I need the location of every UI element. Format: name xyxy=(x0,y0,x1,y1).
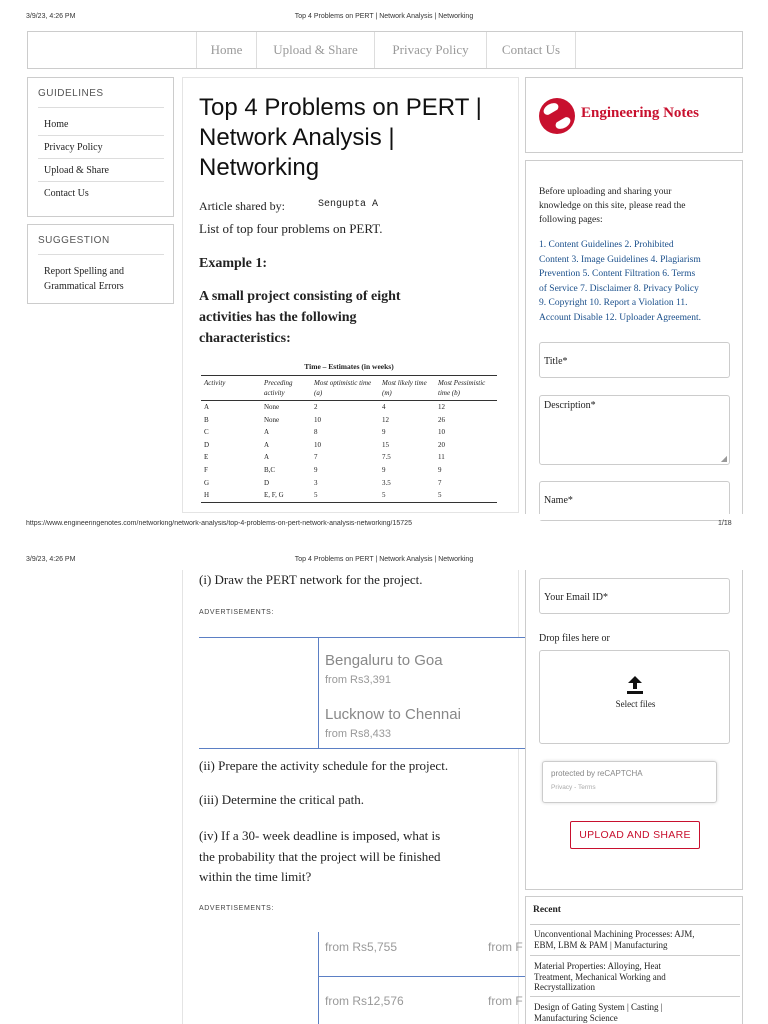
guideline-links-line[interactable]: Content 3. Image Guidelines 4. Plagiarism xyxy=(539,254,701,265)
nav-upload-share[interactable]: Upload & Share xyxy=(256,32,374,68)
print-url: https://www.engineeringenotes.com/networking/network-analysis/top-4-problems-on-pert-network-analysis-networking/15725 xyxy=(26,520,412,527)
engineering-notes-logo-icon[interactable] xyxy=(537,96,577,136)
recent-post-line[interactable]: Manufacturing Science xyxy=(534,1012,618,1023)
lead-line1: A small project consisting of eight xyxy=(199,289,401,304)
page-title-line1: Top 4 Problems on PERT | xyxy=(199,94,482,121)
recent-post[interactable] xyxy=(534,929,694,950)
table-cell: 7.5 xyxy=(382,453,391,462)
question-4 xyxy=(199,826,441,888)
table-cell: 5 xyxy=(435,489,497,502)
page-title-line3: Networking xyxy=(199,154,320,181)
table-row xyxy=(201,414,497,427)
table-cell: E, F, G xyxy=(261,489,311,502)
email-field-label: Your Email ID* xyxy=(544,592,608,603)
table-cell: B,C xyxy=(264,465,276,474)
table-cell: B xyxy=(204,415,209,424)
email-field[interactable] xyxy=(539,578,730,614)
print-title: Top 4 Problems on PERT | Network Analysis | Networking xyxy=(294,13,474,20)
recent-post[interactable] xyxy=(534,1002,663,1023)
table-row xyxy=(201,401,497,414)
upload-intro-line: Before uploading and sharing your xyxy=(539,187,672,197)
flight-ad-1[interactable] xyxy=(199,637,525,749)
table-cell: A xyxy=(264,428,270,437)
table-cell: 3.5 xyxy=(382,478,391,487)
table-header: Most likely time (m) xyxy=(379,376,435,401)
recent-post[interactable] xyxy=(534,961,666,993)
table-cell: 7 xyxy=(314,453,318,462)
table-cell: A xyxy=(204,403,210,411)
sidebar-link-upload[interactable]: Upload & Share xyxy=(44,165,109,176)
ad-route-2[interactable]: Lucknow to Chennai xyxy=(325,706,461,723)
upload-intro xyxy=(539,185,685,227)
author-name[interactable]: Sengupta A xyxy=(318,199,379,210)
table-cell: 7 xyxy=(438,478,442,487)
select-files-button[interactable]: Select files xyxy=(615,699,656,709)
example-heading: Example 1: xyxy=(199,256,268,271)
table-header: Preceding activity xyxy=(261,376,311,401)
guideline-links-line[interactable]: Prevention 5. Content Filtration 6. Terms xyxy=(539,269,696,279)
table-cell: 11 xyxy=(438,453,445,462)
recaptcha-links[interactable]: Privacy - Terms xyxy=(551,784,596,791)
logo-panel xyxy=(525,77,743,153)
upload-and-share-button[interactable]: UPLOAD AND SHARE xyxy=(570,821,700,849)
upload-form-panel-p2 xyxy=(525,570,743,890)
recent-panel xyxy=(525,896,743,1024)
table-cell: 12 xyxy=(382,415,389,424)
table-cell: C xyxy=(204,428,209,437)
article-card xyxy=(182,77,519,513)
print-date-p2: 3/9/23, 4:26 PM xyxy=(26,556,76,563)
table-header: Most optimistic time (a) xyxy=(311,376,379,401)
upload-form-panel xyxy=(525,160,743,514)
upload-icon[interactable] xyxy=(626,675,644,695)
table-cell: 4 xyxy=(382,403,386,411)
recaptcha-text: protected by reCAPTCHA xyxy=(551,769,643,778)
pert-table xyxy=(201,375,497,503)
table-cell: 10 xyxy=(314,415,321,424)
article-intro: List of top four problems on PERT. xyxy=(199,221,383,236)
table-cell: A xyxy=(264,453,270,462)
table-cell: G xyxy=(204,478,210,487)
table-cell: D xyxy=(264,478,270,487)
logo-text[interactable]: Engineering Notes xyxy=(581,105,699,121)
print-page-number: 1/18 xyxy=(718,520,732,527)
table-caption: Time – Estimates (in weeks) xyxy=(304,362,394,371)
question-4-line: the probability that the project will be finished xyxy=(199,848,441,864)
table-cell: 26 xyxy=(438,415,445,424)
table-row xyxy=(201,451,497,464)
table-cell: F xyxy=(204,465,208,474)
table-cell: 20 xyxy=(438,440,445,449)
table-cell: 9 xyxy=(314,465,318,474)
sidebar-link-privacy[interactable]: Privacy Policy xyxy=(44,142,103,153)
table-header: Activity xyxy=(201,376,261,401)
recent-post-line[interactable]: Recrystallization xyxy=(534,982,595,992)
table-cell: None xyxy=(264,415,280,424)
question-1: (i) Draw the PERT network for the project. xyxy=(199,572,423,587)
nav-privacy-policy[interactable]: Privacy Policy xyxy=(374,32,486,68)
upload-intro-line: following pages: xyxy=(539,215,603,225)
advertisement-label-2: ADVERTISEMENTS: xyxy=(199,905,274,912)
shared-by-label: Article shared by: xyxy=(199,199,285,213)
recent-post-line[interactable]: EBM, LBM & PAM | Manufacturing xyxy=(534,939,668,950)
flight-ad-2[interactable] xyxy=(199,932,525,1024)
table-cell: A xyxy=(264,440,270,449)
ad-route-1[interactable]: Bengaluru to Goa xyxy=(325,652,443,669)
question-4-line: within the time limit? xyxy=(199,869,312,884)
table-cell: 5 xyxy=(379,489,435,502)
table-cell: D xyxy=(204,440,210,449)
file-dropzone[interactable] xyxy=(539,650,730,744)
suggestion-heading: SUGGESTION xyxy=(38,235,110,246)
title-field[interactable] xyxy=(539,342,730,378)
table-cell: 8 xyxy=(314,428,318,437)
description-field[interactable] xyxy=(539,395,730,465)
upload-intro-line: knowledge on this site, please read the xyxy=(539,201,686,211)
resize-handle-icon[interactable]: ◢ xyxy=(720,454,727,463)
ad2-price-1[interactable]: from Rs5,755 xyxy=(325,940,398,954)
question-2: (ii) Prepare the activity schedule for the project. xyxy=(199,758,449,773)
table-cell: 9 xyxy=(382,465,386,474)
lead-line2: activities has the following xyxy=(199,310,357,325)
recaptcha-badge[interactable] xyxy=(542,761,717,803)
guidelines-panel xyxy=(27,77,174,217)
table-cell: 3 xyxy=(314,478,318,487)
table-cell: 2 xyxy=(314,403,318,411)
table-row xyxy=(201,426,497,439)
table-cell: 10 xyxy=(438,428,445,437)
recent-post-line[interactable]: Design of Gating System | Casting | xyxy=(534,1002,663,1012)
nav-home[interactable]: Home xyxy=(196,32,256,68)
table-cell: E xyxy=(204,453,209,462)
ad-price-2[interactable]: from Rs8,433 xyxy=(325,728,392,740)
table-row xyxy=(201,464,497,477)
recent-post-line[interactable]: Material Properties: Alloying, Heat xyxy=(534,961,661,971)
table-cell: 15 xyxy=(382,440,389,449)
guidelines-heading: GUIDELINES xyxy=(38,88,104,99)
guideline-links-line[interactable]: of Service 7. Disclaimer 8. Privacy Policy xyxy=(539,283,699,294)
guideline-links-line[interactable]: 1. Content Guidelines 2. Prohibited xyxy=(539,240,674,250)
table-cell: 10 xyxy=(314,440,321,449)
print-date: 3/9/23, 4:26 PM xyxy=(26,13,76,20)
ad2-price-cut-2[interactable]: from F xyxy=(488,994,523,1008)
title-field-label: Title* xyxy=(544,356,568,367)
guideline-links-line[interactable]: Account Disable 12. Uploader Agreement. xyxy=(539,312,701,323)
suggestion-panel xyxy=(27,224,174,304)
recent-post-line[interactable]: Treatment, Mechanical Working and xyxy=(534,971,666,982)
drop-files-label: Drop files here or xyxy=(539,633,610,644)
table-row xyxy=(201,489,497,502)
question-3: (iii) Determine the critical path. xyxy=(199,792,364,807)
description-field-label: Description* xyxy=(544,400,596,411)
top-nav xyxy=(27,31,743,69)
table-cell: None xyxy=(264,403,280,411)
name-field-label: Name* xyxy=(544,495,573,506)
print-title-p2: Top 4 Problems on PERT | Network Analysis | Networking xyxy=(294,556,474,563)
ad2-price-cut-1[interactable]: from F xyxy=(488,940,523,954)
sidebar-link-contact[interactable]: Contact Us xyxy=(44,188,89,199)
nav-contact-us[interactable]: Contact Us xyxy=(486,32,576,68)
table-row xyxy=(201,439,497,452)
page-title-line2: Network Analysis | xyxy=(199,124,395,151)
table-header: Most Pessimistic time (b) xyxy=(435,376,497,401)
table-cell: 9 xyxy=(438,465,442,474)
sidebar-link-home[interactable]: Home xyxy=(44,119,69,130)
table-cell: 12 xyxy=(438,403,445,411)
table-row xyxy=(201,477,497,490)
recent-heading: Recent xyxy=(533,905,561,915)
guideline-links-line[interactable]: 9. Copyright 10. Report a Violation 11. xyxy=(539,298,688,308)
recent-post-line[interactable]: Unconventional Machining Processes: AJM, xyxy=(534,929,695,939)
guideline-links[interactable] xyxy=(539,238,701,325)
table-cell: 9 xyxy=(382,428,386,437)
table-cell: 5 xyxy=(311,489,379,502)
question-4-line: (iv) If a 30- week deadline is imposed, what is xyxy=(199,828,441,843)
advertisement-label: ADVERTISEMENTS: xyxy=(199,609,274,616)
suggestion-link-line2[interactable]: Grammatical Errors xyxy=(44,281,124,292)
table-cell: H xyxy=(201,489,261,502)
ad-price-1[interactable]: from Rs3,391 xyxy=(325,674,392,686)
suggestion-link-line1[interactable]: Report Spelling and xyxy=(44,266,124,277)
lead-line3: characteristics: xyxy=(199,331,291,346)
ad2-price-2[interactable]: from Rs12,576 xyxy=(325,994,404,1008)
